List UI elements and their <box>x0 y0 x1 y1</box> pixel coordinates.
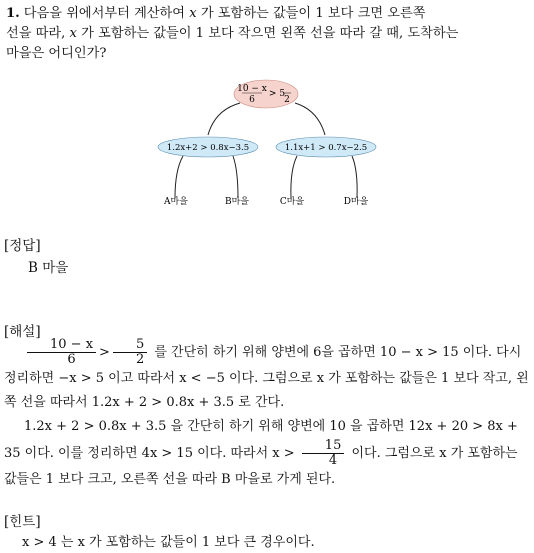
solution-gt: > <box>99 345 110 360</box>
question-line-2a: 선을 따라, <box>6 26 70 41</box>
question-line-2b: 가 포함하는 값들이 1 보다 작으면 왼쪽 선을 따라 갈 때, 도착하는 <box>76 26 459 41</box>
fraction-denominator: 4 <box>328 453 338 468</box>
solution-paragraph-2-text-b: 이다. 그럼으로 x 가 포함하는 값들은 1 보다 크고, 오른쪽 선을 따라 B 마을로 가게 된다. <box>4 446 518 487</box>
var-x: x <box>69 26 77 41</box>
solution-paragraph-1 <box>4 338 530 415</box>
fraction-denominator: 6 <box>67 352 76 367</box>
question-number: 1. <box>6 6 20 21</box>
edge-right-c <box>291 156 297 198</box>
answer-label: [정답] <box>4 238 41 254</box>
village-d-label: D마을 <box>343 197 369 207</box>
question-line-3: 마을은 어디인가? <box>6 46 107 61</box>
fraction-numerator: 5 <box>113 338 147 353</box>
decision-tree-diagram <box>0 0 534 220</box>
solution-label: [해설] <box>4 324 41 340</box>
edge-left-a <box>175 156 183 198</box>
solution-paragraph-2 <box>4 415 530 492</box>
question-line-1a: 다음을 위에서부터 계산하여 <box>23 6 190 21</box>
fraction-numerator: 15 <box>302 439 345 454</box>
root-node-denominator: 6 <box>249 95 255 105</box>
solution-paragraph-2-text-a: 1.2x + 2 > 0.8x + 3.5 을 간단히 하기 위해 양변에 10 을 곱하면 12x + 20 > 8x + 35 이다. 이를 정리하면 4x > 15 이다. 따라서 x > <box>4 419 518 461</box>
solution-body <box>4 338 530 492</box>
village-b-label: B마을 <box>224 197 250 207</box>
question-line-1b: 가 포함하는 값들이 1 보다 크면 오른쪽 <box>196 6 426 21</box>
solution-fraction-3 <box>302 439 345 468</box>
hint-label: [힌트] <box>4 514 41 530</box>
fraction-denominator: 2 <box>135 352 145 367</box>
solution-fraction-2 <box>113 338 147 367</box>
right-node-label: 1.1x+1 > 0.7x−2.5 <box>284 143 368 153</box>
left-node-label: 1.2x+2 > 0.8x−3.5 <box>166 143 250 153</box>
edge-root-right <box>295 103 325 135</box>
root-node-rel: > 5 <box>268 89 286 99</box>
village-c-label: C마을 <box>279 197 305 207</box>
edge-root-left <box>208 103 240 135</box>
edge-left-b <box>233 156 238 198</box>
fraction-numerator: 10 − x <box>27 338 96 353</box>
village-a-label: A마을 <box>164 197 188 207</box>
hint-text: x > 4 는 x 가 포함하는 값들이 1 보다 큰 경우이다. <box>22 535 315 550</box>
solution-fraction-1 <box>27 338 96 367</box>
root-node-numerator: 10 − x <box>237 84 267 94</box>
var-x: x <box>189 6 197 21</box>
root-node-denominator-2: 2 <box>284 95 290 105</box>
edge-right-d <box>352 156 357 198</box>
solution-paragraph-1-text: 를 간단히 하기 위해 양변에 6을 곱하면 10 − x > 15 이다. 다시 정리하면 −x > 5 이고 따라서 x < −5 이다. 그럼으로 x 가 포함하는 값들은 1 보다 작고, 왼쪽 선을 따라서 1.2x + 2 > 0.8x + 3.5 로 간다. <box>4 345 529 410</box>
answer-value: B 마을 <box>28 260 69 276</box>
